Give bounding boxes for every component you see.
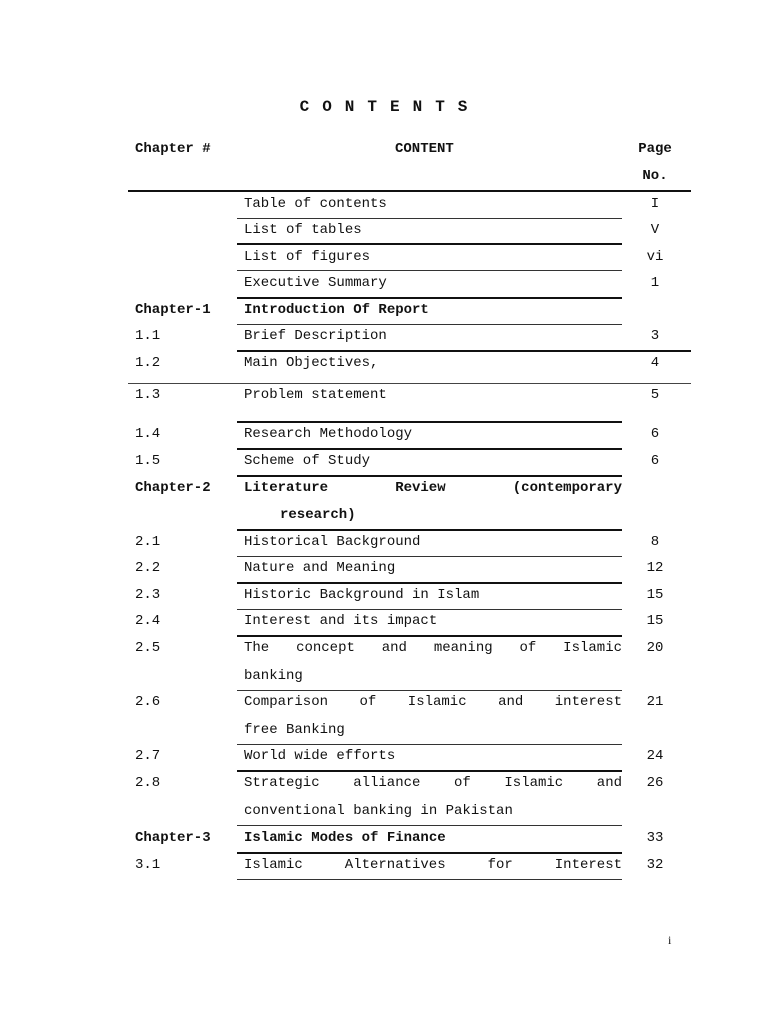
toc-entry: Islamic Modes of Finance — [244, 830, 446, 846]
toc-entry: Comparison of Islamic and interest — [244, 694, 622, 710]
toc-page: 21 — [646, 694, 664, 710]
toc-entry: Nature and Meaning — [244, 560, 396, 576]
toc-page: 8 — [650, 534, 660, 550]
toc-entry-continued: conventional banking in Pakistan — [244, 803, 513, 819]
toc-chapter: Chapter-1 — [135, 302, 211, 318]
toc-chapter: 3.1 — [135, 857, 161, 873]
toc-chapter: 2.8 — [135, 775, 161, 791]
column-header-content: CONTENT — [395, 141, 454, 157]
toc-page: 15 — [646, 587, 664, 603]
toc-entry: Interest and its impact — [244, 613, 438, 629]
toc-entry: Brief Description — [244, 328, 387, 344]
toc-entry: Introduction Of Report — [244, 302, 429, 318]
toc-page: 6 — [650, 453, 660, 469]
toc-chapter: 1.4 — [135, 426, 161, 442]
toc-entry: Historical Background — [244, 534, 421, 550]
toc-entry: Scheme of Study — [244, 453, 371, 469]
toc-page: 6 — [650, 426, 660, 442]
toc-entry: List of figures — [244, 249, 371, 265]
toc-page: 26 — [646, 775, 664, 791]
toc-entry: Strategic alliance of Islamic and — [244, 775, 622, 791]
page-title: CONTENTS — [299, 98, 481, 116]
toc-page: 1 — [650, 275, 660, 291]
column-header-chapter: Chapter # — [135, 141, 211, 157]
toc-page: I — [650, 196, 660, 212]
toc-chapter: 2.1 — [135, 534, 161, 550]
toc-entry-continued: research) — [280, 507, 356, 523]
toc-page: 20 — [646, 640, 664, 656]
page-number: i — [668, 933, 672, 947]
toc-entry-continued: banking — [244, 668, 303, 684]
column-header-page: Page No. — [638, 141, 672, 184]
toc-page: 5 — [650, 387, 660, 403]
toc-chapter: 2.2 — [135, 560, 161, 576]
toc-chapter: 1.3 — [135, 387, 161, 403]
toc-entry: The concept and meaning of Islamic — [244, 640, 622, 656]
toc-entry: Table of contents — [244, 196, 387, 212]
toc-entry: Historic Background in Islam — [244, 587, 480, 603]
toc-chapter: 2.7 — [135, 748, 161, 764]
toc-page: 24 — [646, 748, 664, 764]
toc-chapter: 2.5 — [135, 640, 161, 656]
toc-entry: World wide efforts — [244, 748, 396, 764]
toc-page: 3 — [650, 328, 660, 344]
toc-entry: Executive Summary — [244, 275, 387, 291]
toc-page: 12 — [646, 560, 664, 576]
toc-entry: Research Methodology — [244, 426, 413, 442]
toc-entry: Islamic Alternatives for Interest — [244, 857, 622, 873]
toc-entry: Problem statement — [244, 387, 387, 403]
toc-page: 32 — [646, 857, 664, 873]
toc-chapter: 1.1 — [135, 328, 161, 344]
toc-page: vi — [646, 249, 664, 265]
toc-page: V — [650, 222, 660, 238]
toc-chapter: 2.3 — [135, 587, 161, 603]
toc-chapter: Chapter-3 — [135, 830, 211, 846]
toc-page: 15 — [646, 613, 664, 629]
toc-page: 33 — [646, 830, 664, 846]
row-rule — [237, 879, 622, 880]
toc-entry: List of tables — [244, 222, 362, 238]
toc-entry: Main Objectives, — [244, 355, 379, 371]
toc-entry-continued: free Banking — [244, 722, 345, 738]
toc-chapter: 2.6 — [135, 694, 161, 710]
toc-page: 4 — [650, 355, 660, 371]
toc-chapter: 1.2 — [135, 355, 161, 371]
toc-entry: Literature Review (contemporary — [244, 480, 622, 496]
toc-chapter: Chapter-2 — [135, 480, 211, 496]
toc-chapter: 2.4 — [135, 613, 161, 629]
toc-chapter: 1.5 — [135, 453, 161, 469]
